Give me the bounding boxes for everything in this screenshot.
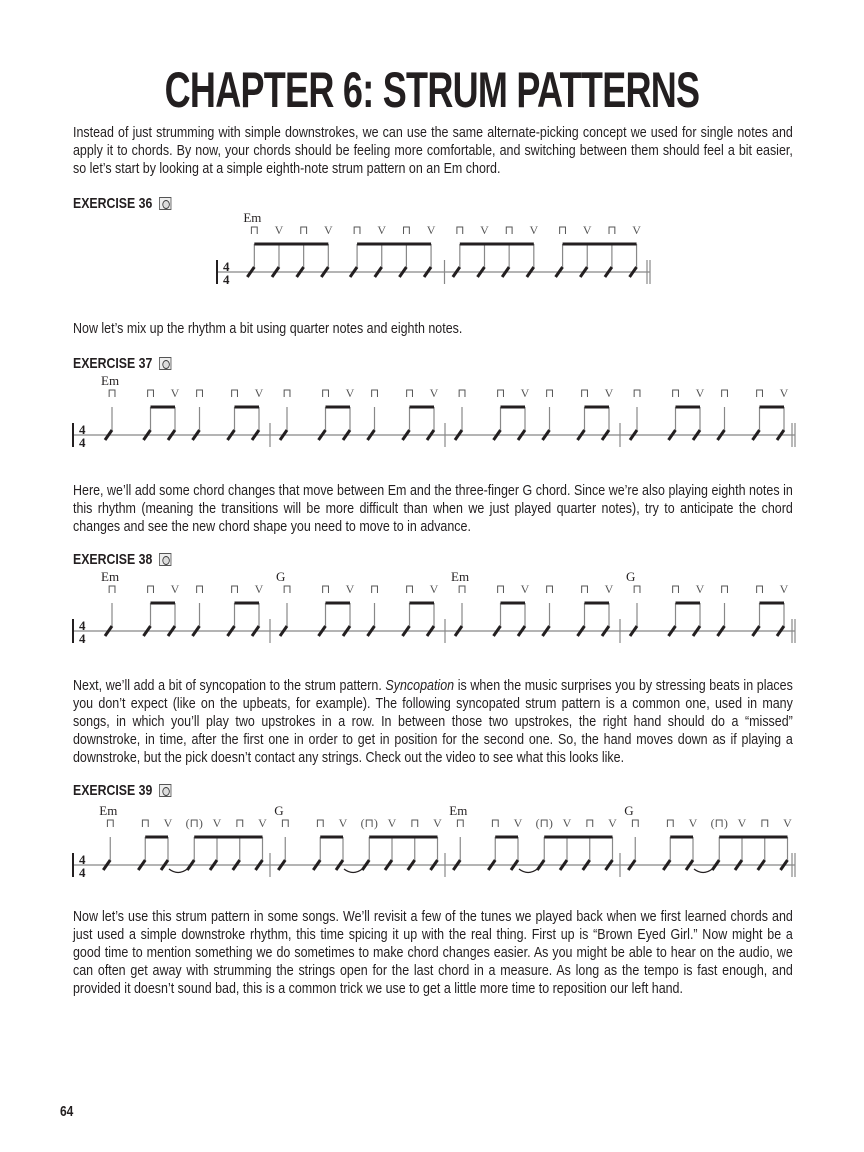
upstroke-icon: V [429, 386, 439, 400]
exercise-label: EXERCISE 37 [73, 355, 153, 372]
upstroke-icon: V [604, 582, 614, 596]
downstroke-icon: ⊓ [670, 582, 681, 596]
upstroke-icon: V [632, 223, 641, 237]
downstroke-icon: ⊓ [315, 816, 325, 830]
upstroke-icon: V [323, 223, 333, 237]
downstroke-icon: ⊓ [282, 582, 292, 596]
downstroke-icon: ⊓ [369, 582, 380, 596]
upstroke-icon: V [779, 582, 789, 596]
measure [624, 805, 795, 877]
upstroke-icon: V [604, 386, 614, 400]
downstroke-icon: ⊓ [320, 386, 331, 400]
downstroke-icon: ⊓ [495, 386, 506, 400]
upstroke-icon: V [695, 386, 705, 400]
upstroke-icon: V [338, 816, 348, 830]
downstroke-icon: ⊓ [194, 582, 205, 596]
upstroke-icon: V [377, 223, 387, 237]
measure [453, 223, 650, 284]
downstroke-icon: ⊓ [404, 386, 415, 400]
upstroke-icon: V [170, 386, 180, 400]
page-number: 64 [60, 1103, 74, 1120]
tie [519, 869, 537, 873]
measure [101, 375, 270, 447]
downstroke-icon: ⊓ [457, 582, 467, 596]
upstroke-icon: V [345, 582, 355, 596]
upstroke-icon: V [520, 386, 530, 400]
upstroke-icon: V [345, 386, 355, 400]
chord-symbol: G [626, 571, 636, 584]
missed-downstroke-icon: (⊓) [360, 816, 378, 830]
tie [169, 869, 187, 873]
video-play-icon[interactable] [159, 784, 171, 797]
chord-symbol: G [274, 805, 284, 818]
downstroke-icon: ⊓ [632, 386, 642, 400]
upstroke-icon: V [254, 582, 264, 596]
measure [280, 386, 445, 447]
exercise-38-heading [73, 551, 171, 568]
downstroke-icon: ⊓ [665, 816, 675, 830]
downstroke-icon: ⊓ [557, 223, 568, 237]
time-signature-bottom: 4 [79, 865, 86, 880]
missed-downstroke-icon: (⊓) [185, 816, 203, 830]
upstroke-icon: V [513, 816, 523, 830]
downstroke-icon: ⊓ [630, 816, 640, 830]
upstroke-icon: V [520, 582, 530, 596]
chord-symbol: Em [243, 212, 262, 225]
syncopation-term: Syncopation [385, 678, 455, 694]
upstroke-icon: V [562, 816, 572, 830]
measure [99, 805, 270, 877]
downstroke-icon: ⊓ [320, 582, 331, 596]
downstroke-icon: ⊓ [194, 386, 205, 400]
exercise-36-heading [73, 195, 171, 212]
downstroke-icon: ⊓ [140, 816, 150, 830]
time-signature-bottom: 4 [223, 272, 230, 287]
downstroke-icon: ⊓ [145, 582, 156, 596]
downstroke-icon: ⊓ [282, 386, 292, 400]
measure [626, 571, 795, 643]
upstroke-icon: V [737, 816, 747, 830]
chapter-title: CHAPTER 6: STRUM PATTERNS [164, 62, 700, 118]
exercise-37-heading [73, 355, 171, 372]
downstroke-icon: ⊓ [455, 223, 465, 237]
measure [449, 805, 620, 877]
downstroke-icon: ⊓ [404, 582, 415, 596]
measure [274, 805, 445, 877]
measure [101, 571, 270, 643]
downstroke-icon: ⊓ [229, 386, 240, 400]
upstroke-icon: V [608, 816, 617, 830]
measure [451, 571, 620, 643]
downstroke-icon: ⊓ [229, 582, 240, 596]
exercise-label: EXERCISE 38 [73, 551, 153, 568]
upstroke-icon: V [274, 223, 284, 237]
downstroke-icon: ⊓ [455, 816, 465, 830]
intro-paragraph: Instead of just strumming with simple downstrokes, we can use the same alternate-picking concept we used for single notes and apply it to chords. By now, your chords should be feeling more comfortable, and switching between them should feel a bit easier, so let’s start by looking at a simple eighth-note strum pattern on an Em chord. [73, 125, 793, 177]
time-signature-top: 4 [79, 422, 86, 437]
upstroke-icon: V [426, 223, 436, 237]
video-play-icon[interactable] [159, 197, 171, 210]
downstroke-icon: ⊓ [490, 816, 500, 830]
upstroke-icon: V [170, 582, 180, 596]
upstroke-icon: V [480, 223, 489, 237]
downstroke-icon: ⊓ [632, 582, 642, 596]
downstroke-icon: ⊓ [107, 386, 117, 400]
upstroke-icon: V [254, 386, 264, 400]
upstroke-icon: V [163, 816, 173, 830]
chord-symbol: G [276, 571, 286, 584]
downstroke-icon: ⊓ [544, 386, 555, 400]
downstroke-icon: ⊓ [352, 223, 362, 237]
upstroke-icon: V [783, 816, 792, 830]
downstroke-icon: ⊓ [504, 223, 514, 237]
downstroke-icon: ⊓ [495, 582, 506, 596]
upstroke-icon: V [529, 223, 539, 237]
upstroke-icon: V [387, 816, 397, 830]
chord-symbol: G [624, 805, 634, 818]
upstroke-icon: V [433, 816, 442, 830]
exercise-39-heading [73, 782, 171, 799]
missed-downstroke-icon: (⊓) [710, 816, 728, 830]
downstroke-icon: ⊓ [754, 582, 765, 596]
downstroke-icon: ⊓ [235, 816, 245, 830]
downstroke-icon: ⊓ [457, 386, 467, 400]
exercise-39-notation [0, 805, 864, 880]
exercise-38-intro: Here, we’ll add some chord changes that move between Em and the three-finger G chord. Since we’re also playing eighth notes in this rhythm (meaning the transitions will be more difficult than when we just played quarter notes), try to anticipate the chord changes and see the new chord shape you need to move to in advance. [73, 483, 793, 535]
upstroke-icon: V [582, 223, 592, 237]
chord-symbol: Em [451, 571, 470, 584]
downstroke-icon: ⊓ [401, 223, 412, 237]
measure [243, 212, 444, 284]
songs-paragraph: Now let’s use this strum pattern in some songs. We’ll revisit a few of the tunes we played back when we first learned chords and just used a simple downstroke rhythm, this time spicing it up with the real thing. First up is “Brown Eyed Girl.” Now might be a good time to mention something we do sometimes to make chord changes easier. As you might be able to hear on the audio, we can often get away with strumming the strings open for the last chord in a measure. As long as the tempo is fast enough, and provided it doesn’t sound bad, this is a common trick we use to get a little more time to reposition our left hand. [73, 909, 793, 997]
downstroke-icon: ⊓ [719, 386, 730, 400]
exercise-37-notation [0, 375, 864, 450]
upstroke-icon: V [429, 582, 439, 596]
exercise-36-notation [0, 212, 864, 287]
downstroke-icon: ⊓ [145, 386, 156, 400]
syncopation-paragraph: Next, we’ll add a bit of syncopation to the strum pattern. Syncopation is when the music surprises you by stressing beats in places you don’t expect (like on the upbeats, for example). The following syncopated strum pattern is a common one, used in many songs, in which you’ll play two upstrokes in a row. In between those two upstrokes, the right hand should do a “missed” downstroke, in time, after the first one in order to get in position for the second one. So, the hand moves down as if playing a downstroke, but the pick doesn’t contact any strings. Check out the video to see what this looks like. [73, 678, 793, 766]
downstroke-icon: ⊓ [105, 816, 115, 830]
downstroke-icon: ⊓ [719, 582, 730, 596]
downstroke-icon: ⊓ [107, 582, 117, 596]
chord-symbol: Em [101, 571, 120, 584]
upstroke-icon: V [779, 386, 789, 400]
downstroke-icon: ⊓ [760, 816, 770, 830]
time-signature-top: 4 [79, 618, 86, 633]
time-signature-bottom: 4 [79, 435, 86, 450]
upstroke-icon: V [688, 816, 698, 830]
measure [630, 386, 795, 447]
video-play-icon[interactable] [159, 553, 171, 566]
upstroke-icon: V [258, 816, 267, 830]
upstroke-icon: V [695, 582, 705, 596]
video-play-icon[interactable] [159, 357, 171, 370]
downstroke-icon: ⊓ [579, 386, 590, 400]
measure [455, 386, 620, 447]
tie [694, 869, 712, 873]
exercise-label: EXERCISE 36 [73, 195, 153, 212]
downstroke-icon: ⊓ [585, 816, 595, 830]
downstroke-icon: ⊓ [607, 223, 617, 237]
chord-symbol: Em [449, 805, 468, 818]
time-signature-bottom: 4 [79, 631, 86, 646]
exercise-label: EXERCISE 39 [73, 782, 153, 799]
tie [344, 869, 362, 873]
chord-symbol: Em [101, 375, 120, 388]
downstroke-icon: ⊓ [754, 386, 765, 400]
measure [276, 571, 445, 643]
downstroke-icon: ⊓ [298, 223, 309, 237]
time-signature-top: 4 [223, 259, 230, 274]
upstroke-icon: V [212, 816, 222, 830]
time-signature-top: 4 [79, 852, 86, 867]
missed-downstroke-icon: (⊓) [535, 816, 553, 830]
downstroke-icon: ⊓ [579, 582, 590, 596]
chord-symbol: Em [99, 805, 118, 818]
downstroke-icon: ⊓ [410, 816, 420, 830]
downstroke-icon: ⊓ [670, 386, 681, 400]
downstroke-icon: ⊓ [280, 816, 290, 830]
exercise-38-notation [0, 571, 864, 646]
downstroke-icon: ⊓ [369, 386, 380, 400]
exercise-37-intro: Now let’s mix up the rhythm a bit using quarter notes and eighth notes. [73, 321, 463, 337]
downstroke-icon: ⊓ [249, 223, 260, 237]
downstroke-icon: ⊓ [544, 582, 555, 596]
